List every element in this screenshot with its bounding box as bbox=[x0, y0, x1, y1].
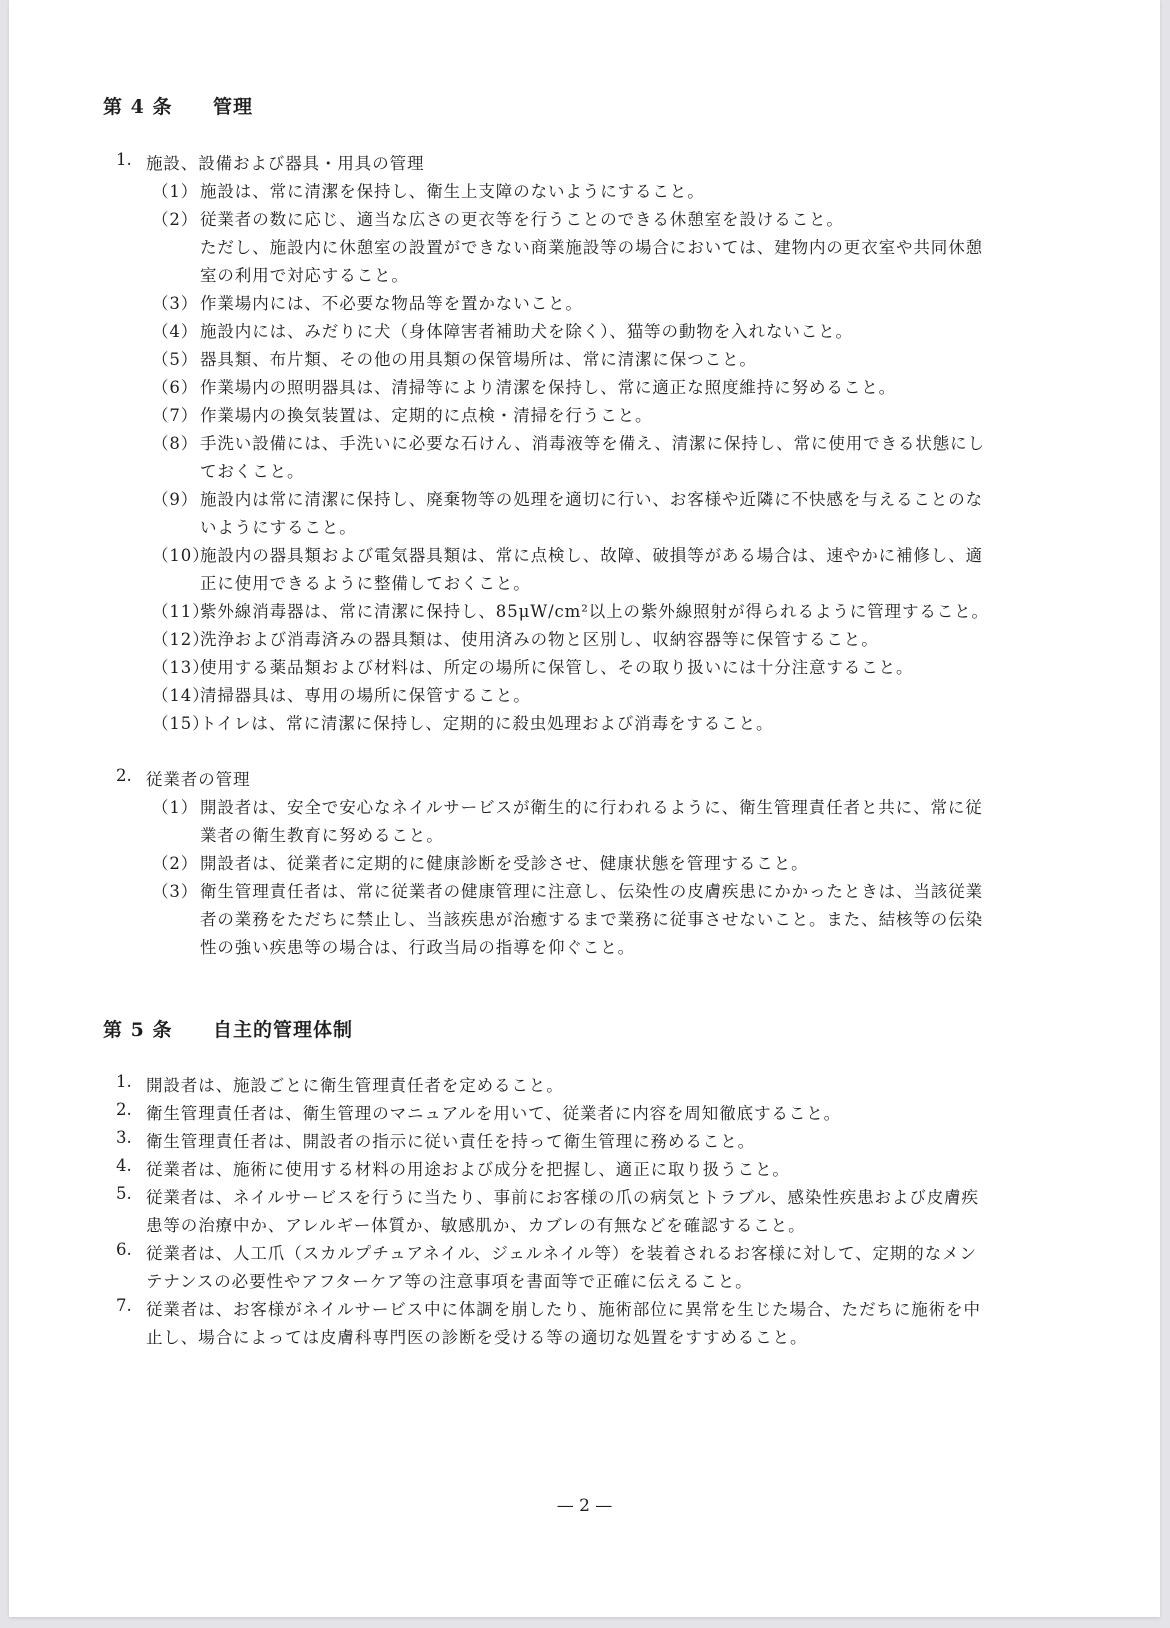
item-number: 7. bbox=[116, 1296, 132, 1315]
subitem-text: 者の業務をただちに禁止し、当該疾患が治癒するまで業務に従事させないこと。また、結核等の伝染 bbox=[200, 910, 983, 929]
item-title: 施設、設備および器具・用具の管理 bbox=[146, 154, 425, 173]
subitem-text: ただし、施設内に休憩室の設置ができない商業施設等の場合においては、建物内の更衣室や共同休憩 bbox=[200, 238, 983, 257]
item-text: 従業者は、ネイルサービスを行うに当たり、事前にお客様の爪の病気とトラブル、感染性疾患および皮膚疾 bbox=[146, 1188, 979, 1207]
subitem-text: 作業場内には、不必要な物品等を置かないこと。 bbox=[200, 294, 583, 313]
subitem-text: 紫外線消毒器は、常に清潔に保持し、85μW/cm²以上の紫外線照射が得られるように管理すること。 bbox=[200, 602, 989, 621]
subitem-number: （2） bbox=[152, 854, 199, 873]
subitem-text: 正に使用できるように整備しておくこと。 bbox=[200, 574, 531, 593]
subitem-text: 業者の衛生教育に努めること。 bbox=[200, 826, 444, 845]
item-number: 4. bbox=[116, 1156, 132, 1175]
subitem-text: 清掃器具は、専用の場所に保管すること。 bbox=[200, 686, 531, 705]
article-5-heading bbox=[103, 1015, 353, 1042]
subitem-text: 作業場内の照明器具は、清掃等により清潔を保持し、常に適正な照度維持に努めること。 bbox=[200, 378, 896, 397]
subitem-number: （1） bbox=[152, 798, 199, 817]
subitem-text: 室の利用で対応すること。 bbox=[200, 266, 409, 285]
subitem-text: いようにすること。 bbox=[200, 518, 357, 537]
article-4-number: 第 4 条 bbox=[103, 96, 173, 118]
subitem-text: 使用する薬品類および材料は、所定の場所に保管し、その取り扱いには十分注意すること。 bbox=[200, 658, 914, 677]
item-text: 止し、場合によっては皮膚科専門医の診断を受ける等の適切な処置をすすめること。 bbox=[146, 1328, 808, 1347]
item-number: 1. bbox=[116, 1072, 132, 1091]
item-text: 従業者は、人工爪（スカルプチュアネイル、ジェルネイル等）を装着されるお客様に対して、定期的なメン bbox=[146, 1244, 977, 1263]
subitem-text: 開設者は、従業者に定期的に健康診断を受診させ、健康状態を管理すること。 bbox=[200, 854, 809, 873]
item-number: 1. bbox=[116, 150, 132, 169]
subitem-number: （8） bbox=[152, 434, 199, 453]
subitem-text: 手洗い設備には、手洗いに必要な石けん、消毒液等を備え、清潔に保持し、常に使用できる状態にし bbox=[200, 434, 985, 453]
article-4-heading bbox=[103, 92, 253, 119]
subitem-number: （10） bbox=[152, 546, 210, 565]
item-text: 衛生管理責任者は、衛生管理のマニュアルを用いて、従業者に内容を周知徹底すること。 bbox=[146, 1104, 842, 1123]
subitem-text: 作業場内の換気装置は、定期的に点検・清掃を行うこと。 bbox=[200, 406, 653, 425]
subitem-number: （3） bbox=[152, 294, 199, 313]
item-number: 6. bbox=[116, 1240, 132, 1259]
subitem-number: （7） bbox=[152, 406, 199, 425]
subitem-text: 器具類、布片類、その他の用具類の保管場所は、常に清潔に保つこと。 bbox=[200, 350, 757, 369]
article-5-title: 自主的管理体制 bbox=[213, 1019, 354, 1041]
item-number: 2. bbox=[116, 766, 132, 785]
subitem-text: 開設者は、安全で安心なネイルサービスが衛生的に行われるように、衛生管理責任者と共に、常に従 bbox=[200, 798, 983, 817]
subitem-number: （15） bbox=[152, 714, 210, 733]
subitem-text: 施設内には、みだりに犬（身体障害者補助犬を除く）、猫等の動物を入れないこと。 bbox=[200, 322, 853, 341]
subitem-number: （3） bbox=[152, 882, 199, 901]
subitem-number: （4） bbox=[152, 322, 199, 341]
document-page bbox=[9, 0, 1160, 1617]
item-text: 患等の治療中か、アレルギー体質か、敏感肌か、カブレの有無などを確認すること。 bbox=[146, 1216, 806, 1235]
subitem-text: 施設は、常に清潔を保持し、衛生上支障のないようにすること。 bbox=[200, 182, 705, 201]
article-5-number: 第 5 条 bbox=[103, 1019, 173, 1041]
item-text: 衛生管理責任者は、開設者の指示に従い責任を持って衛生管理に務めること。 bbox=[146, 1132, 755, 1151]
subitem-number: （5） bbox=[152, 350, 199, 369]
subitem-text: 施設内は常に清潔に保持し、廃棄物等の処理を適切に行い、お客様や近隣に不快感を与えることのな bbox=[200, 490, 983, 509]
subitem-number: （9） bbox=[152, 490, 199, 509]
item-number: 5. bbox=[116, 1184, 132, 1203]
item-title: 従業者の管理 bbox=[146, 770, 251, 789]
subitem-text: 施設内の器具類および電気器具類は、常に点検し、故障、破損等がある場合は、速やかに補修し、適 bbox=[200, 546, 983, 565]
item-number: 3. bbox=[116, 1128, 132, 1147]
subitem-text: 衛生管理責任者は、常に従業者の健康管理に注意し、伝染性の皮膚疾患にかかったときは、当該従業 bbox=[200, 882, 983, 901]
subitem-text: 従業者の数に応じ、適当な広さの更衣等を行うことのできる休憩室を設けること。 bbox=[200, 210, 844, 229]
subitem-text: ておくこと。 bbox=[200, 462, 305, 481]
page-number: — 2 — bbox=[556, 1496, 613, 1516]
item-number: 2. bbox=[116, 1100, 132, 1119]
subitem-text: トイレは、常に清潔に保持し、定期的に殺虫処理および消毒をすること。 bbox=[200, 714, 774, 733]
subitem-number: （2） bbox=[152, 210, 199, 229]
item-text: 従業者は、施術に使用する材料の用途および成分を把握し、適正に取り扱うこと。 bbox=[146, 1160, 790, 1179]
subitem-number: （1） bbox=[152, 182, 199, 201]
article-4-title: 管理 bbox=[213, 96, 254, 118]
item-text: 従業者は、お客様がネイルサービス中に体調を崩したり、施術部位に異常を生じた場合、ただちに施術を中 bbox=[146, 1300, 981, 1319]
subitem-text: 洗浄および消毒済みの器具類は、使用済みの物と区別し、収納容器等に保管すること。 bbox=[200, 630, 879, 649]
subitem-number: （6） bbox=[152, 378, 199, 397]
item-text: 開設者は、施設ごとに衛生管理責任者を定めること。 bbox=[146, 1076, 564, 1095]
subitem-number: （12） bbox=[152, 630, 210, 649]
subitem-number: （11） bbox=[152, 602, 210, 621]
subitem-text: 性の強い疾患等の場合は、行政当局の指導を仰ぐこと。 bbox=[200, 938, 635, 957]
subitem-number: （14） bbox=[152, 686, 210, 705]
subitem-number: （13） bbox=[152, 658, 210, 677]
item-text: テナンスの必要性やアフターケア等の注意事項を書面等で正確に伝えること。 bbox=[146, 1272, 753, 1291]
